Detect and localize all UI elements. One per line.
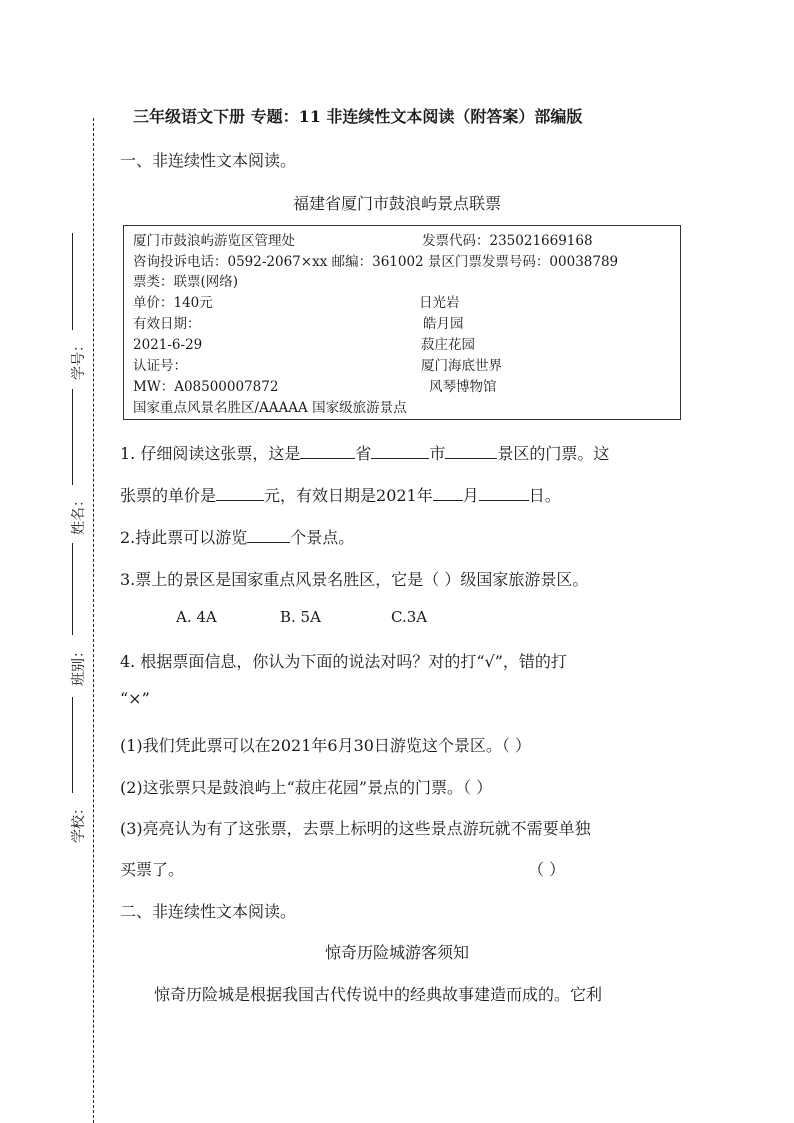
notice-paragraph: 惊奇历险城是根据我国古代传说中的经典故事建造而成的。它利 (154, 985, 603, 1004)
option-c[interactable]: C.3A (391, 608, 428, 626)
answer-blank[interactable] (433, 486, 463, 501)
ticket-spot: 皓月园 (423, 316, 464, 332)
student-id-label: 学号： (71, 338, 87, 380)
ticket-invoice-code: 发票代码：235021669168 (422, 233, 593, 249)
ticket-cert: 认证号： (133, 358, 187, 374)
ticket-price: 单价：140元 (133, 295, 213, 311)
ticket-spot: 厦门海底世界 (421, 358, 502, 374)
question-4-line1: 4. 根据票面信息，你认为下面的说法对吗？对的打“√”，错的打 (120, 652, 567, 671)
option-a[interactable]: A. 4A (176, 608, 217, 626)
option-b[interactable]: B. 5A (280, 608, 321, 626)
ticket-title: 福建省厦门市鼓浪屿景点联票 (292, 194, 501, 213)
question-4-line2: “×” (120, 689, 150, 708)
question-1-line2: 张票的单价是 元，有效日期是2021年 月 日。 (120, 486, 561, 505)
page-title: 三年级语文下册 专题：11 非连续性文本阅读（附答案）部编版 (133, 107, 583, 126)
answer-blank[interactable] (371, 444, 429, 459)
name-label: 姓名： (71, 493, 87, 535)
name-line (72, 389, 73, 485)
ticket-box (123, 225, 681, 420)
ticket-date: 2021-6-29 (133, 337, 203, 353)
question-1-line1: 1. 仔细阅读这张票，这是 省 市 景区的门票。这 (120, 444, 610, 463)
section2-heading: 二、非连续性文本阅读。 (120, 902, 297, 921)
question-4-3-line2: 买票了。 (120, 860, 185, 879)
ticket-spot: 日光岩 (419, 295, 460, 311)
question-4-1: (1)我们凭此票可以在2021年6月30日游览这个景区。（ ） (120, 736, 532, 755)
binding-dashed-line (93, 118, 94, 1123)
question-4-2: (2)这张票只是鼓浪屿上“菽庄花园”景点的门票。（ ） (120, 778, 493, 797)
answer-blank[interactable] (247, 528, 290, 543)
school-label: 学校： (71, 801, 87, 843)
notice-title: 惊奇历险城游客须知 (324, 943, 469, 962)
school-line (72, 697, 73, 793)
section1-heading: 一、非连续性文本阅读。 (120, 151, 297, 170)
ticket-contact: 咨询投诉电话：0592-2067×xx 邮编：361002 景区门票发票号码：00038789 (133, 254, 619, 270)
question-4-3-bracket[interactable]: （ ） (528, 860, 566, 879)
answer-blank[interactable] (300, 444, 355, 459)
ticket-grade: 国家重点风景名胜区/AAAAA 国家级旅游景点 (133, 400, 407, 416)
class-label: 班别： (71, 644, 87, 686)
student-id-line (72, 233, 73, 330)
ticket-spot: 风琴博物馆 (429, 379, 497, 395)
question-2: 2.持此票可以游览 个景点。 (120, 528, 355, 547)
class-line (72, 543, 73, 635)
question-4-3-line1: (3)亮亮认为有了这张票，去票上标明的这些景点游玩就不需要单独 (120, 819, 591, 838)
ticket-issuer: 厦门市鼓浪屿游览区管理处 (133, 233, 295, 249)
ticket-valid-label: 有效日期： (133, 316, 201, 332)
answer-blank[interactable] (479, 486, 529, 501)
answer-blank[interactable] (445, 444, 497, 459)
ticket-mw: MW：A08500007872 (133, 379, 279, 395)
question-3: 3.票上的景区是国家重点风景名胜区，它是（ ）级国家旅游景区。 (120, 570, 589, 589)
ticket-spot: 菽庄花园 (421, 337, 475, 353)
answer-blank[interactable] (216, 486, 264, 501)
ticket-type: 票类：联票(网络) (133, 274, 239, 290)
